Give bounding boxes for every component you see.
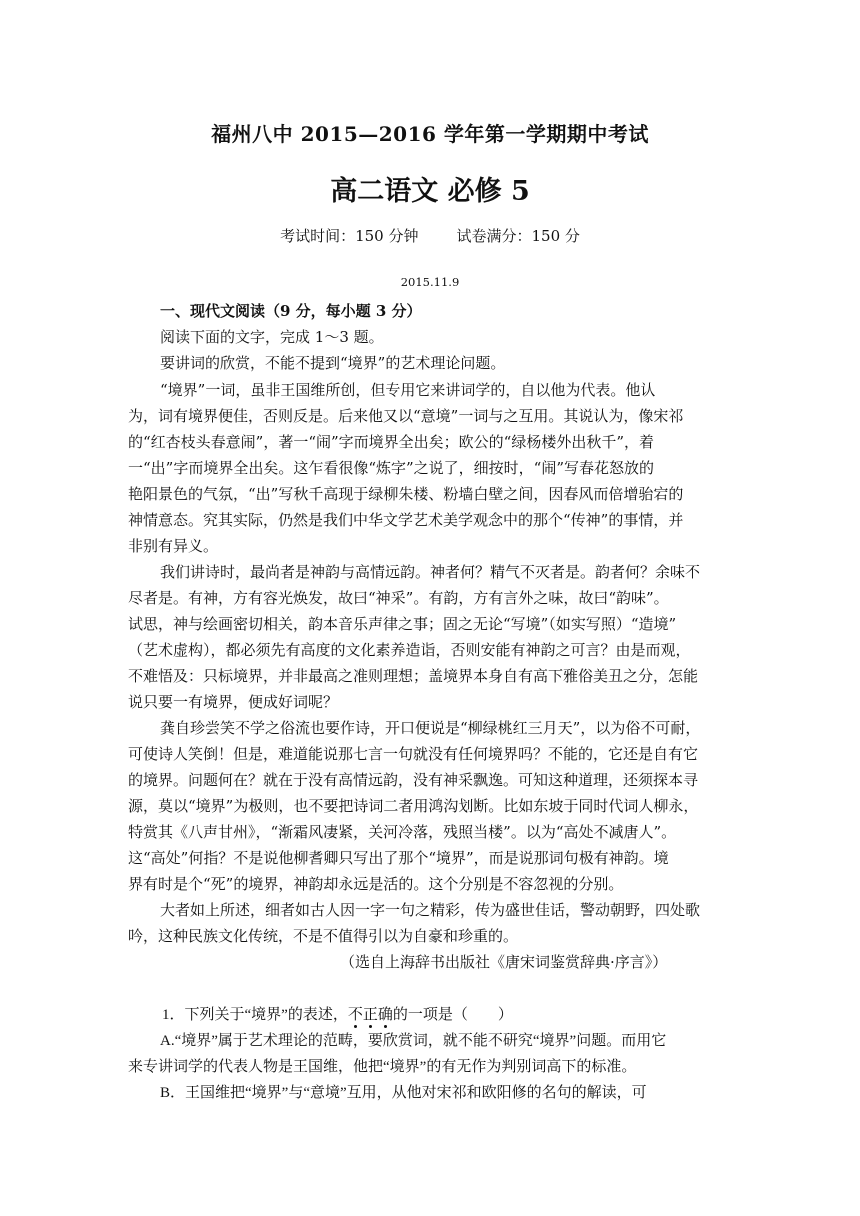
- passage-line: 界有时是个“死”的境界，神韵却永远是活的。这个分别是不容忽视的分别。: [128, 875, 624, 893]
- passage-line: 试思，神与绘画密切相关，韵本音乐声律之事；固之无论“写境”（如实写照）“造境”: [128, 615, 677, 633]
- subject-title: 高二语文 必修 5: [330, 176, 530, 207]
- passage-line: 可使诗人笑倒！但是，难道能说那七言一句就没有任何境界吗？不能的，它还是自有它: [128, 745, 699, 763]
- passage-line: 为，词有境界便佳，否则反是。后来他又以“意境”一词与之互用。其说认为，像宋祁: [128, 407, 684, 425]
- emphasis-char: 正: [362, 1007, 378, 1023]
- exam-title: 福州八中 2015—2016 学年第一学期期中考试: [211, 122, 649, 146]
- passage-line: 特赏其《八声甘州》，“渐霜风凄紧，关河冷落，残照当楼”。以为“高处不减唐人”。: [128, 823, 677, 841]
- passage-line: 神情意态。究其实际，仍然是我们中华文学艺术美学观念中的那个“传神”的事情，并: [128, 511, 684, 529]
- passage-line: （艺术虚构），都必须先有高度的文化素养造诣，否则安能有神韵之可言？由是而观，: [128, 641, 691, 659]
- exam-date: 2015.11.9: [400, 275, 460, 289]
- option-a-line-1: A.“境界”属于艺术理论的范畴，要欣赏词，就不能不研究“境界”问题。而用它: [160, 1033, 667, 1049]
- passage-source: （选自上海辞书出版社《唐宋词鉴赏辞典·序言》）: [340, 953, 668, 971]
- passage-line: 吟，这种民族文化传统，不是不值得引以为自豪和珍重的。: [128, 927, 519, 945]
- passage-line: 龚自珍尝笑不学之俗流也要作诗，开口便说是“柳绿桃红三月天”，以为俗不可耐，: [160, 719, 701, 737]
- passage-line: 非别有异义。: [128, 537, 219, 555]
- instruction: 阅读下面的文字，完成 1～3 题。: [160, 328, 384, 346]
- emphasis-char: 确: [377, 1007, 393, 1023]
- question-1-prefix: 1．下列关于“境界”的表述，: [162, 1007, 348, 1023]
- exam-info: [0, 225, 860, 246]
- passage-line: 艳阳景色的气氛，“出”写秋千高现于绿柳朱楼、粉墙白壁之间，因春风而倍增骀宕的: [128, 485, 684, 503]
- passage-line: 源，莫以“境界”为极则，也不要把诗词二者用鸿沟划断。比如东坡于同时代词人柳永，: [128, 797, 699, 815]
- exam-time: 考试时间：150 分钟: [280, 227, 419, 245]
- passage-line: 大者如上所述，细者如古人因一字一句之精彩，传为盛世佳话，警动朝野，四处歌: [160, 901, 701, 919]
- passage-line: 这“高处”何指？不是说他柳耆卿只写出了那个“境界”，而是说那词句极有神韵。境: [128, 849, 669, 867]
- passage-line: 说只要一有境界，便成好词呢？: [128, 693, 339, 711]
- question-1: [162, 1003, 513, 1024]
- passage-line: 的“红杏枝头春意闹”，著一“闹”字而境界全出矣；欧公的“绿杨楼外出秋千”，着: [128, 433, 655, 451]
- passage-line: 不难悟及：只标境界，并非最高之准则理想；盖境界本身自有高下雅俗美丑之分，怎能: [128, 667, 699, 685]
- passage-line: 我们讲诗时，最尚者是神韵与高情远韵。神者何？精气不灭者是。韵者何？余味不: [160, 563, 701, 581]
- emphasis-char: 不: [347, 1007, 363, 1023]
- passage-line: 的境界。问题何在？就在于没有高情远韵，没有神采飘逸。可知这种道理，还须探本寻: [128, 771, 699, 789]
- passage-line: 尽者是。有神，方有容光焕发，故曰“神采”。有韵，方有言外之味，故曰“韵味”。: [128, 589, 669, 607]
- passage-line: 一“出”字而境界全出矣。这乍看很像“炼字”之说了，细按时，“闹”写春花怒放的: [128, 459, 655, 477]
- passage-line: 要讲词的欣赏，不能不提到“境界”的艺术理论问题。: [160, 354, 506, 372]
- question-1-suffix: 的一项是（ ）: [392, 1007, 513, 1023]
- passage-line: “境界”一词，虽非王国维所创，但专用它来讲词学的，自以他为代表。他认: [160, 381, 656, 399]
- section-heading: 一、现代文阅读（9 分，每小题 3 分）: [160, 302, 422, 320]
- option-a-line-2: 来专讲词学的代表人物是王国维，他把“境界”的有无作为判别词高下的标准。: [128, 1059, 637, 1075]
- full-score: 试卷满分：150 分: [456, 227, 580, 245]
- option-b-line-1: B．王国维把“境界”与“意境”互用，从他对宋祁和欧阳修的名句的解读，可: [160, 1085, 647, 1101]
